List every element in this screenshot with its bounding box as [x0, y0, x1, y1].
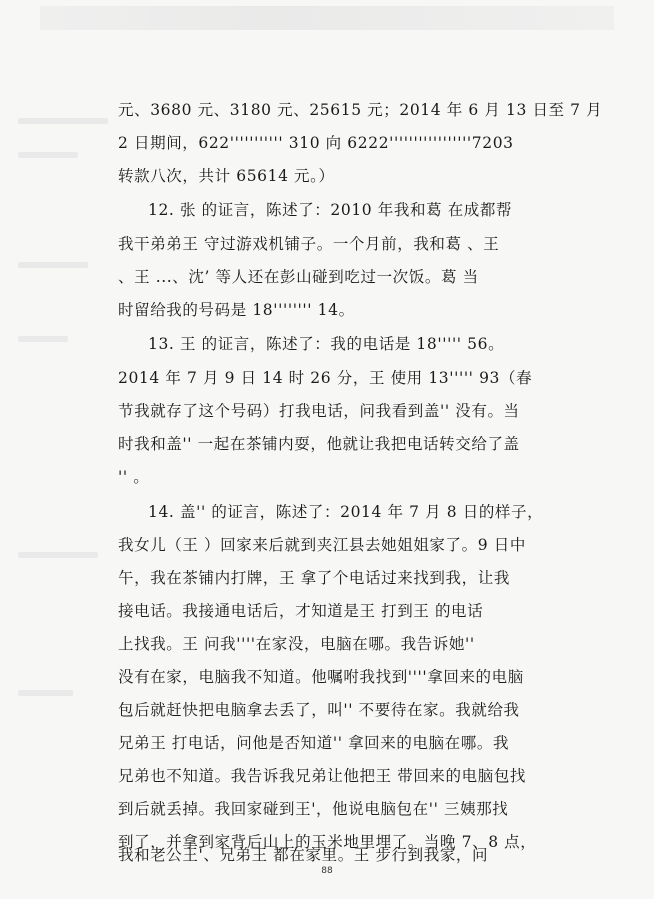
text-line: 到了，并拿到家背后山上的玉米地里埋了。当晚 7、8 点， — [118, 833, 537, 851]
text-line: 转款八次，共计 65614 元。） — [118, 167, 335, 185]
testimony-14-heading: 14. 盖'' 的证言，陈述了：2014 年 7 月 8 日的样子， — [148, 503, 544, 521]
text-line: 接电话。我接通电话后，才知道是王 打到王 的电话 — [118, 602, 484, 620]
text-line: 时我和盖'' 一起在茶铺内耍，他就让我把电话转交给了盖 — [118, 435, 520, 453]
text-line: 没有在家，电脑我不知道。他嘱咐我找到''''拿回来的电脑 — [118, 668, 524, 686]
bleed-through-mark — [18, 118, 108, 124]
text-line: 兄弟也不知道。我告诉我兄弟让他把王 带回来的电脑包找 — [118, 767, 527, 785]
text-line: 节我就存了这个号码）打我电话，问我看到盖'' 没有。当 — [118, 402, 520, 420]
text-line: 我干弟弟王 守过游戏机铺子。一个月前，我和葛 、王 — [118, 235, 500, 253]
text-line: 时留给我的号码是 18'''''''' 14。 — [118, 301, 355, 319]
text-line: '' 。 — [118, 468, 150, 486]
text-line: 上找我。王 问我''''在家没，电脑在哪。我告诉她'' — [118, 635, 475, 653]
text-line: 元、3680 元、3180 元、25615 元；2014 年 6 月 13 日至 7 月 — [118, 101, 603, 119]
text-line: 午，我在茶铺内打牌，王 拿了个电话过来找到我，让我 — [118, 569, 510, 587]
bleed-through-mark — [18, 336, 68, 342]
bleed-through-mark — [18, 152, 78, 158]
text-line: 包后就赶快把电脑拿去丢了，叫'' 不要待在家。我就给我 — [118, 701, 520, 719]
testimony-12-heading: 12. 张 的证言，陈述了：2010 年我和葛 在成都帮 — [148, 201, 513, 219]
bleed-through-mark — [18, 262, 88, 268]
text-line: 到后就丢掉。我回家碰到王'，他说电脑包在'' 三姨那找 — [118, 800, 509, 818]
testimony-13-heading: 13. 王 的证言，陈述了：我的电话是 18''''' 56。 — [148, 335, 505, 353]
text-line: 、王 ...、沈’ 等人还在彭山碰到吃过一次饭。葛 当 — [118, 268, 479, 286]
bleed-through-mark — [18, 690, 73, 696]
page-number: 88 — [321, 866, 333, 876]
text-line: 我女儿（王 ）回家来后就到夹江县去她姐姐家了。9 日中 — [118, 536, 526, 554]
text-line: 我和老公王'、兄弟王 都在家里。王 步行到我家，问 — [118, 846, 489, 864]
text-line: 兄弟王 打电话，问他是否知道'' 拿回来的电脑在哪。我 — [118, 734, 510, 752]
scan-header-shadow — [40, 6, 614, 30]
bleed-through-mark — [18, 552, 98, 558]
text-line: 2014 年 7 月 9 日 14 时 26 分，王 使用 13''''' 93（春 — [118, 369, 533, 387]
text-line: 2 日期间，622''''''''''' 310 向 6222'''''''''''''''''7203 — [118, 134, 514, 152]
